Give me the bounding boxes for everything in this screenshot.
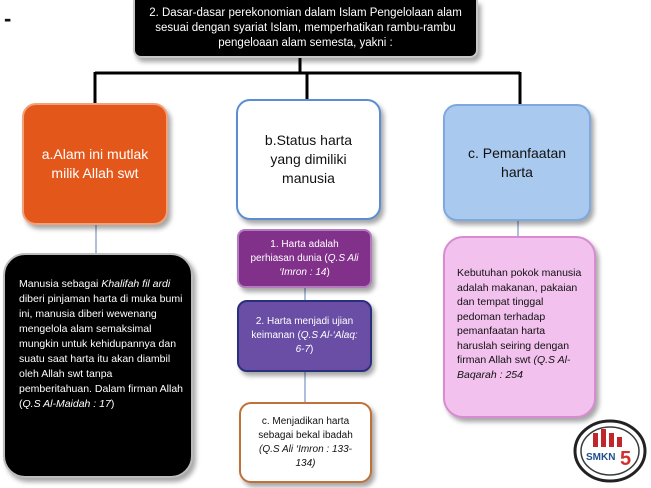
slide-dash: - <box>4 6 12 31</box>
detail-c-text: Kebutuhan pokok manusia adalah makanan, pakaian dan tempat tinggal pedoman terhadap pemanfaatan harta haruslah seiring dengan firman Allah swt <box>457 267 582 366</box>
root-text: 2. Dasar-dasar perekonomian dalam Islam Pengelolaan alam sesuai dengan syariat Islam, memperhatikan rambu-rambu pengeloaan alam semesta, yakni : <box>149 6 462 49</box>
detail-a-ref: Q.S Al-Maidah : 17 <box>22 398 111 410</box>
detail-b2-end: ) <box>310 344 314 355</box>
detail-b2-box <box>237 300 372 372</box>
branch-a-title: a.Alam ini mutlak milik Allah swt <box>41 146 149 181</box>
detail-a-khalifah: Khalifah fil ardi <box>101 278 171 290</box>
detail-b3-text: c. Menjadikan harta sebagai bekal ibadah <box>258 415 353 441</box>
detail-a-text-2: diberi pinjaman harta di muka bumi ini, manusia diberi wewenang mengelola alam semaksimal mungkin untuk kehidupannya dan suatu saat harta itu akan diambil oleh Allah swt tanpa pemberitahuan. Dalam firman Allah ( <box>19 293 184 410</box>
svg-text:SMKN: SMKN <box>586 452 616 463</box>
branch-c-box <box>443 104 591 221</box>
detail-b2-text: 2. Harta menjadi ujian keimanan ( <box>251 316 354 341</box>
detail-b1-box <box>237 229 372 288</box>
detail-c-ref: (Q.S Al-Baqarah : 254 <box>457 354 571 381</box>
branch-b-title: b.Status harta yang dimiliki manusia <box>264 132 353 186</box>
branch-a-box <box>22 103 168 225</box>
root-box <box>133 0 478 58</box>
detail-a-text-3: ) <box>110 398 115 410</box>
detail-a-box <box>3 253 193 478</box>
detail-c-box <box>443 236 596 418</box>
branch-c-title: c. Pemanfaatan harta <box>467 144 567 180</box>
detail-b3-ref: (Q.S Ali ‘Imron : 133-134) <box>259 443 352 469</box>
branch-b-box <box>236 99 381 220</box>
detail-b1-ref: Q.S Ali ‘Imron : 14 <box>279 252 359 278</box>
school-logo-emblem <box>573 419 647 483</box>
detail-b3-box <box>239 402 372 483</box>
detail-b1-text: 1. Harta adalah perhiasan dunia ( <box>250 238 339 264</box>
svg-text:5: 5 <box>620 448 632 470</box>
school-logo <box>573 419 647 483</box>
detail-a-text-1: Manusia sebagai <box>19 278 102 290</box>
detail-b2-ref: Q.S Al-‘Alaq: 6-7 <box>295 330 358 355</box>
detail-b1-end: ) <box>326 266 330 278</box>
